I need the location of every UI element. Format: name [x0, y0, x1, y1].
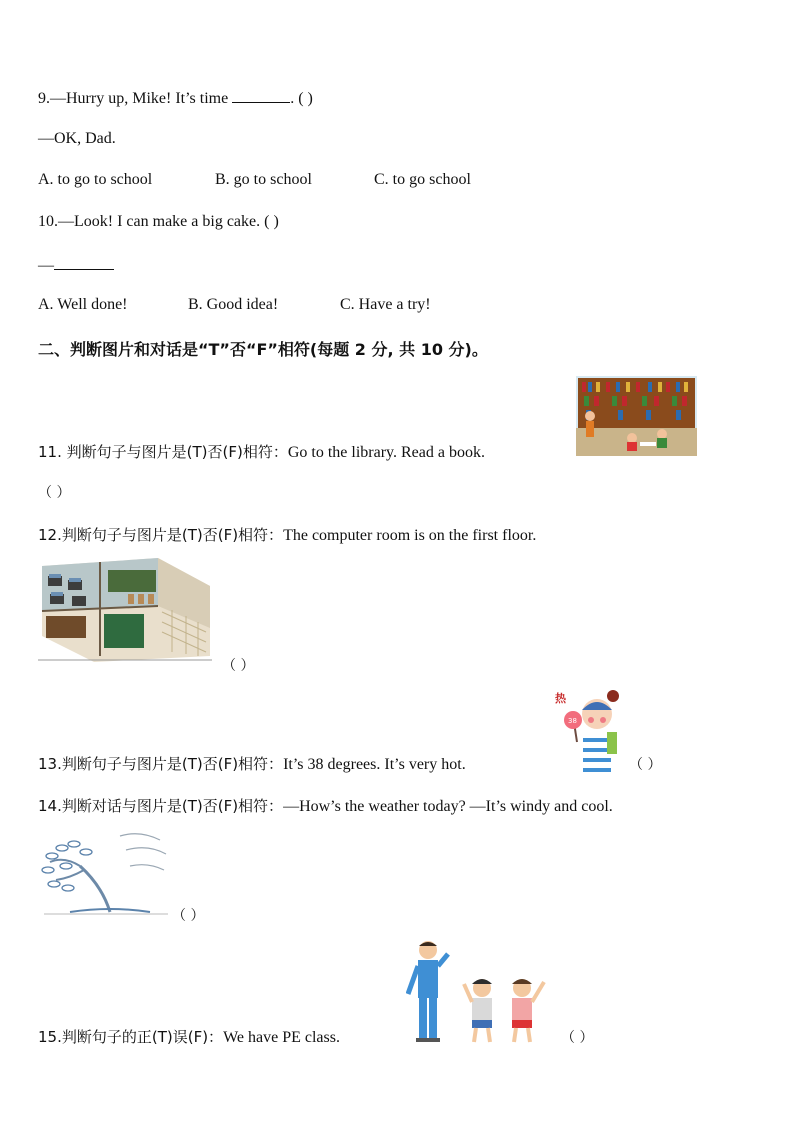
q13-line	[38, 753, 466, 774]
q14-en: —How’s the weather today? —It’s windy and cool.	[283, 798, 613, 815]
q14-line	[38, 795, 613, 816]
q10-reply	[38, 255, 114, 275]
q11-line	[38, 441, 485, 462]
windy-tree-picture	[40, 826, 170, 916]
q11-answer-paren[interactable]: （ ）	[38, 485, 71, 501]
school-building-picture	[38, 556, 212, 662]
q15-cn: 15.判断句子的正(T)误(F)：	[38, 1028, 224, 1046]
q12-cn: 12.判断句子与图片是(T)否(F)相符：	[38, 526, 284, 544]
q12-answer-paren[interactable]: （ ）	[222, 658, 255, 674]
q9-prompt-text: 9.—Hurry up, Mike! It’s time	[38, 90, 229, 107]
hot-girl-picture	[553, 688, 625, 772]
q10-prompt: 10.—Look! I can make a big cake. ( )	[38, 213, 279, 230]
pe-class-picture	[406, 938, 552, 1044]
q9-option-c[interactable]: C. to go school	[374, 171, 471, 188]
q12-en: The computer room is on the first floor.	[283, 527, 537, 544]
q13-cn: 13.判断句子与图片是(T)否(F)相符：	[38, 755, 284, 773]
q10-answer-blank[interactable]	[54, 255, 114, 270]
library-picture	[576, 376, 697, 456]
section2-heading: 二、判断图片和对话是“T”否“F”相符(每题 2 分, 共 10 分)。	[38, 340, 488, 359]
q15-line	[38, 1026, 340, 1047]
q10-option-b[interactable]: B. Good idea!	[188, 296, 279, 313]
q9-reply: —OK, Dad.	[38, 130, 116, 147]
q9-option-a[interactable]: A. to go to school	[38, 171, 153, 188]
q10-option-c[interactable]: C. Have a try!	[340, 296, 431, 313]
q15-answer-paren[interactable]: （ ）	[561, 1030, 594, 1046]
q10-option-a[interactable]: A. Well done!	[38, 296, 128, 313]
q14-cn: 14.判断对话与图片是(T)否(F)相符：	[38, 797, 284, 815]
q12-line	[38, 524, 536, 545]
svg-text:38: 38	[568, 717, 577, 725]
q11-cn: 11. 判断句子与图片是(T)否(F)相符：	[38, 443, 288, 461]
q13-en: It’s 38 degrees. It’s very hot.	[283, 756, 466, 773]
q10-reply-dash: —	[38, 257, 54, 274]
q9-prompt	[38, 88, 313, 108]
q9-option-b[interactable]: B. go to school	[215, 171, 312, 188]
q13-answer-paren[interactable]: （ ）	[629, 757, 662, 773]
q15-en: We have PE class.	[223, 1029, 340, 1046]
hot-label: 热	[555, 692, 566, 705]
q14-answer-paren[interactable]: （ ）	[172, 908, 205, 924]
q9-answer-blank[interactable]	[232, 88, 290, 103]
q11-en: Go to the library. Read a book.	[287, 444, 485, 461]
q9-bracket: . ( )	[290, 90, 313, 107]
